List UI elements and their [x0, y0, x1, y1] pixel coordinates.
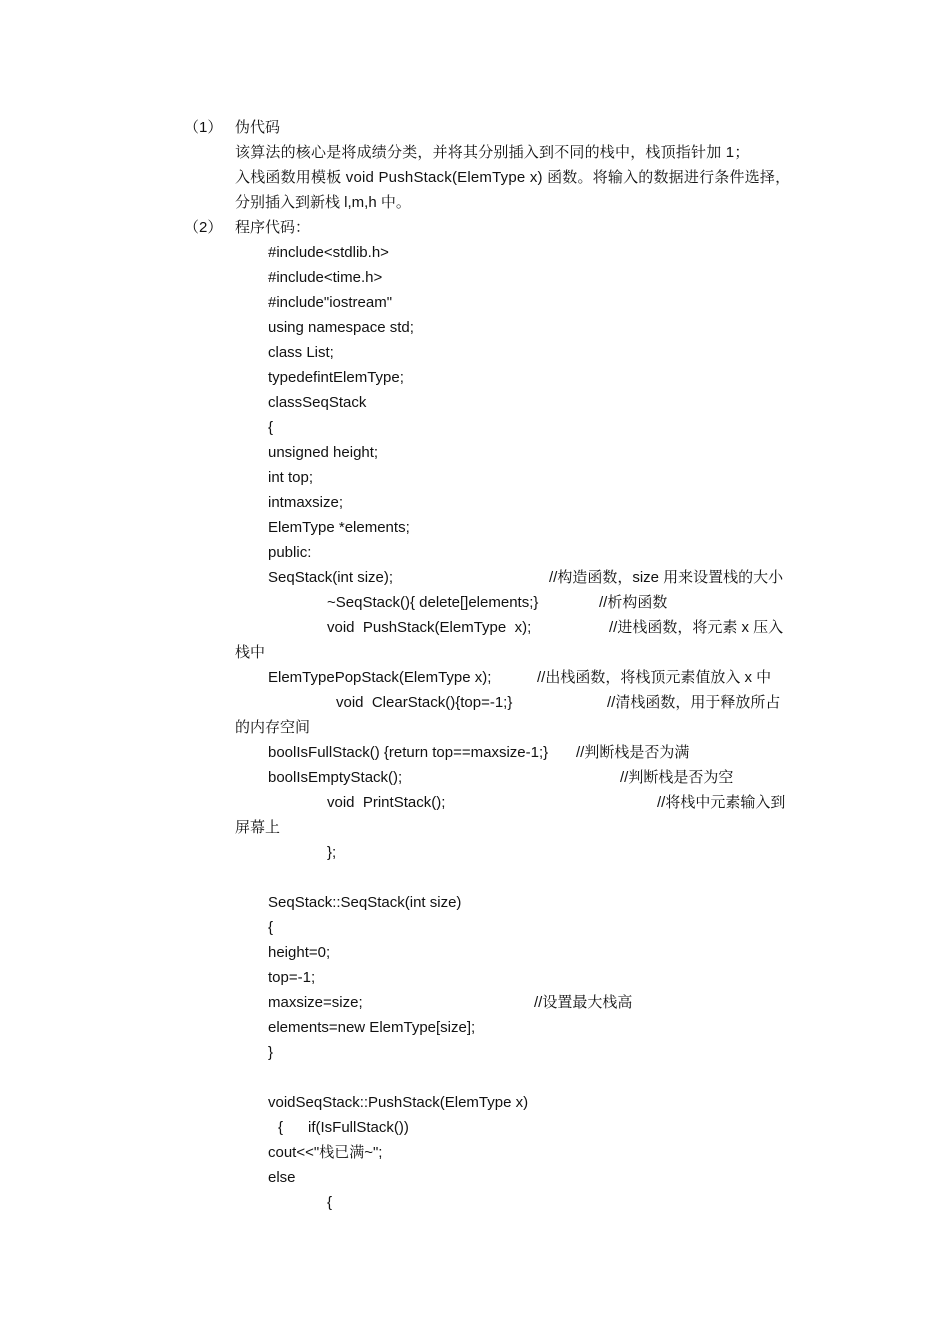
code-line: { [268, 919, 274, 936]
code-line: voidSeqStack::PushStack(ElemType x) [268, 1094, 529, 1111]
section-2-marker: （2） [184, 219, 223, 236]
code-line: void PushStack(ElemType x); [327, 619, 532, 636]
code-line: else [268, 1169, 296, 1186]
code-line: boolIsEmptyStack(); [268, 769, 403, 786]
code-line: int top; [268, 469, 314, 486]
code-line: #include<time.h> [268, 269, 383, 286]
code-comment: //判断栈是否为空 [620, 769, 734, 786]
code-line: { [268, 419, 274, 436]
section-1-marker: （1） [184, 119, 223, 136]
code-comment-wrap: 的内存空间 [235, 719, 311, 736]
code-line: classSeqStack [268, 394, 367, 411]
code-comment: //析构函数 [599, 594, 668, 611]
code-comment: //将栈中元素输入到 [657, 794, 786, 811]
code-comment: //判断栈是否为满 [576, 744, 690, 761]
section-2-title: 程序代码： [235, 219, 311, 236]
code-line: void ClearStack(){top=-1;} [336, 694, 513, 711]
code-comment: //出栈函数，将栈顶元素值放入 x 中 [537, 669, 772, 686]
code-comment-wrap: 栈中 [235, 644, 266, 661]
code-line: ElemTypePopStack(ElemType x); [268, 669, 492, 686]
code-line: top=-1; [268, 969, 316, 986]
code-comment: //清栈函数，用于释放所占 [607, 694, 781, 711]
code-comment-wrap: 屏幕上 [235, 819, 281, 836]
code-line: ~SeqStack(){ delete[]elements;} [327, 594, 539, 611]
code-line: unsigned height; [268, 444, 379, 461]
section-1-title: 伪代码 [235, 119, 281, 136]
code-line: void PrintStack(); [327, 794, 446, 811]
code-comment: //设置最大栈高 [534, 994, 633, 1011]
paragraph-line: 该算法的核心是将成绩分类，并将其分别插入到不同的栈中，栈顶指针加 1； [235, 144, 750, 161]
code-line: { if(IsFullStack()) [278, 1119, 409, 1136]
code-line: maxsize=size; [268, 994, 363, 1011]
code-comment: //进栈函数，将元素 x 压入 [609, 619, 784, 636]
code-line: { [327, 1194, 333, 1211]
code-line: } [268, 1044, 274, 1061]
code-line: intmaxsize; [268, 494, 344, 511]
code-line: class List; [268, 344, 334, 361]
code-line: ElemType *elements; [268, 519, 410, 536]
code-line: SeqStack(int size); [268, 569, 394, 586]
code-comment: //构造函数，size 用来设置栈的大小 [549, 569, 784, 586]
paragraph-line: 入栈函数用模板 void PushStack(ElemType x) 函数。将输入的数据进行条件选择， [235, 169, 791, 186]
code-line: SeqStack::SeqStack(int size) [268, 894, 462, 911]
paragraph-line: 分别插入到新栈 l,m,h 中。 [235, 194, 411, 211]
code-line: using namespace std; [268, 319, 414, 336]
code-line: elements=new ElemType[size]; [268, 1019, 476, 1036]
code-line: public: [268, 544, 312, 561]
code-line: cout<<"栈已满~"; [268, 1144, 383, 1161]
code-line: typedefintElemType; [268, 369, 404, 386]
code-line: }; [327, 844, 337, 861]
code-line: #include"iostream" [268, 294, 393, 311]
code-line: boolIsFullStack() {return top==maxsize-1;} [268, 744, 549, 761]
code-line: #include<stdlib.h> [268, 244, 389, 261]
code-line: height=0; [268, 944, 331, 961]
